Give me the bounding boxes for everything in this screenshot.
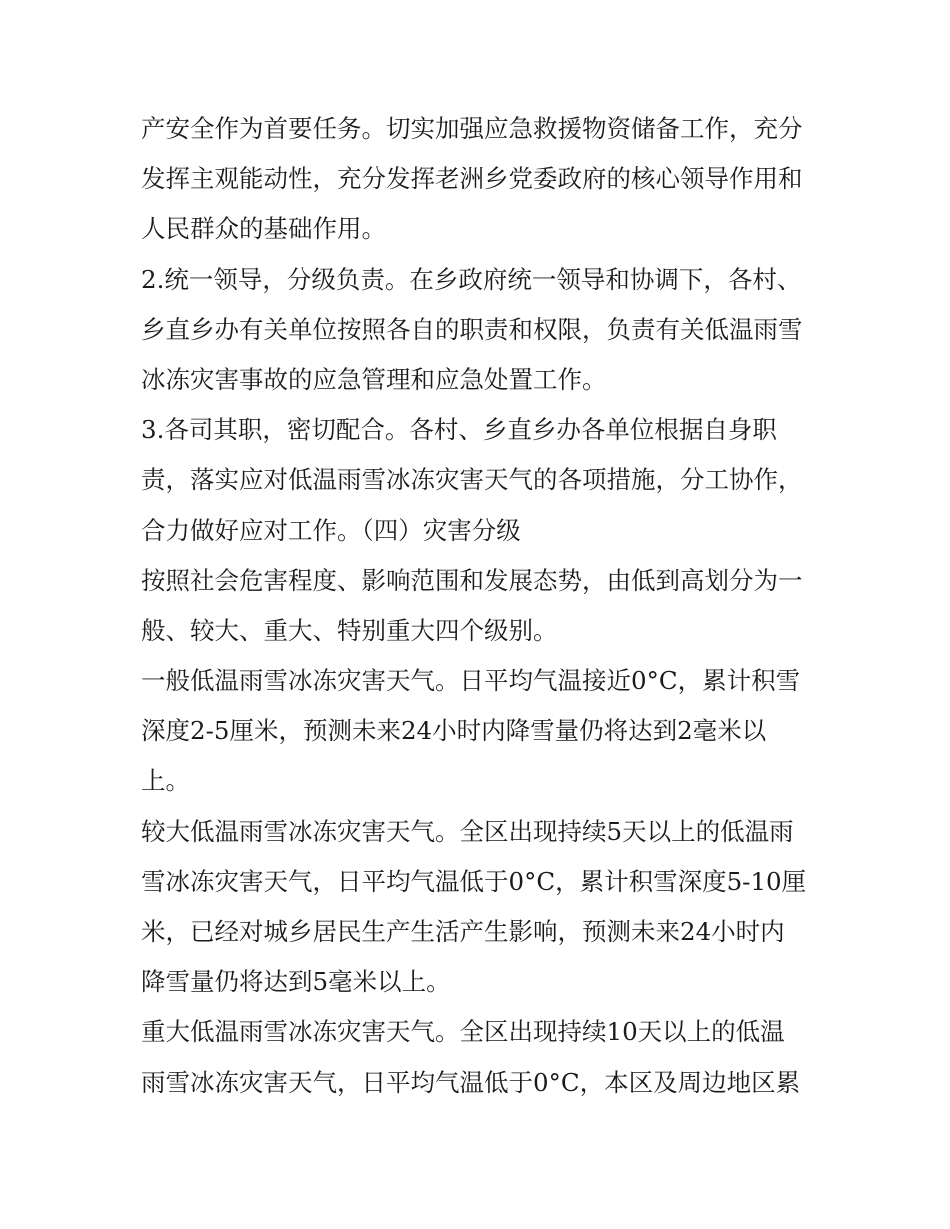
text-line: 一般低温雨雪冰冻灾害天气。日平均气温接近0°C，累计积雪 xyxy=(141,666,801,696)
text-line: 3.各司其职，密切配合。各村、乡直乡办各单位根据自身职 xyxy=(141,415,777,445)
text-line: 冰冻灾害事故的应急管理和应急处置工作。 xyxy=(141,364,607,394)
text-line: 乡直乡办有关单位按照各自的职责和权限，负责有关低温雨雪 xyxy=(141,314,803,344)
text-line: 重大低温雨雪冰冻灾害天气。全区出现持续10天以上的低温 xyxy=(141,1017,785,1047)
text-line: 较大低温雨雪冰冻灾害天气。全区出现持续5天以上的低温雨 xyxy=(141,816,794,846)
text-line: 深度2-5厘米，预测未来24小时内降雪量仍将达到2毫米以 xyxy=(141,716,767,746)
text-line: 雪冰冻灾害天气，日平均气温低于0°C，累计积雪深度5-10厘 xyxy=(141,866,807,896)
text-line: 按照社会危害程度、影响范围和发展态势，由低到高划分为一 xyxy=(141,565,803,595)
text-line: 产安全作为首要任务。切实加强应急救援物资储备工作，充分 xyxy=(141,114,803,143)
text-line: 2.统一领导，分级负责。在乡政府统一领导和协调下，各村、 xyxy=(141,264,802,294)
text-line: 上。 xyxy=(141,766,190,796)
text-line: 雨雪冰冻灾害天气，日平均气温低于0°C，本区及周边地区累 xyxy=(141,1067,801,1097)
text-line: 般、较大、重大、特别重大四个级别。 xyxy=(141,615,558,645)
text-line: 降雪量仍将达到5毫米以上。 xyxy=(141,967,451,997)
body-text xyxy=(141,104,821,1108)
text-line: 米，已经对城乡居民生产生活产生影响，预测未来24小时内 xyxy=(141,917,785,946)
text-line: 责，落实应对低温雨雪冰冻灾害天气的各项措施，分工协作， xyxy=(141,465,803,495)
text-line: 发挥主观能动性，充分发挥老洲乡党委政府的核心领导作用和 xyxy=(141,164,803,194)
text-line: 合力做好应对工作。（四）灾害分级 xyxy=(141,515,521,545)
text-line: 人民群众的基础作用。 xyxy=(141,214,386,244)
